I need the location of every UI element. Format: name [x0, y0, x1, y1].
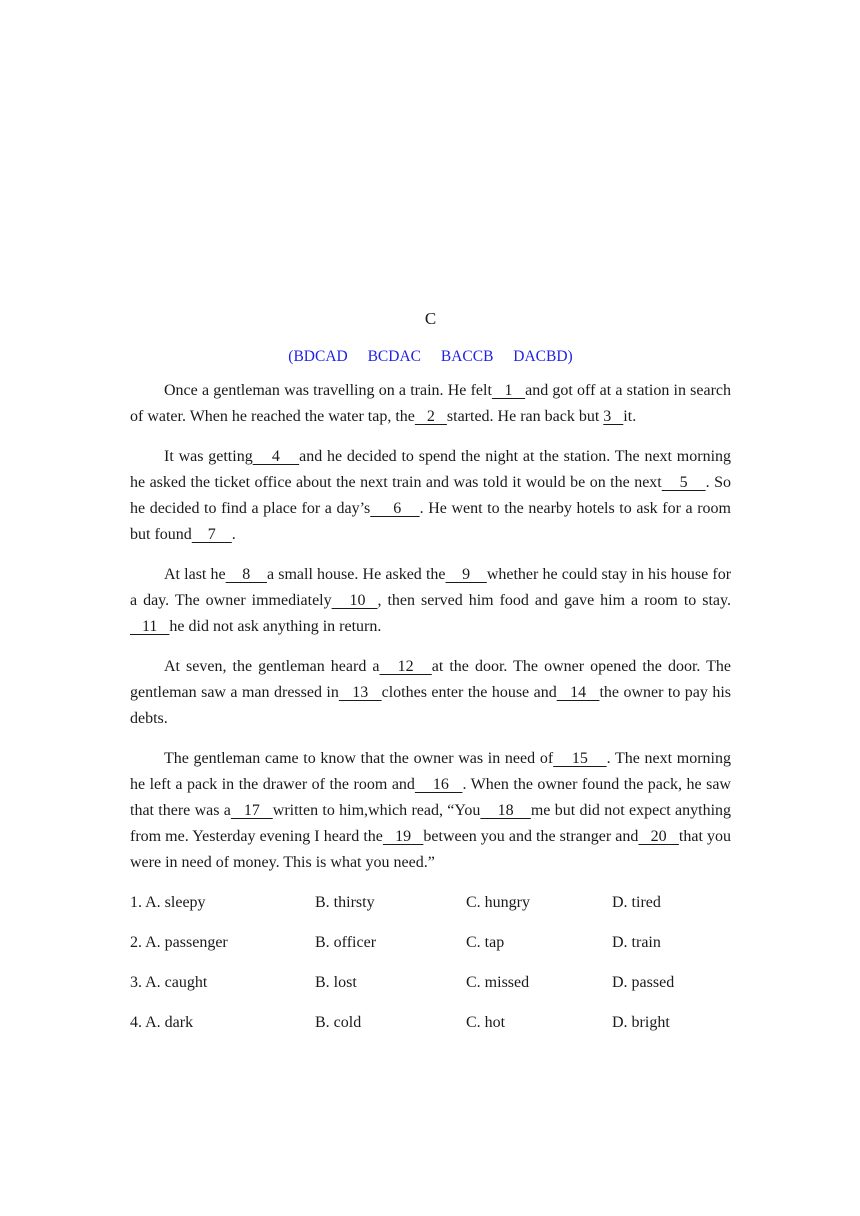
cloze-blank: 5	[661, 474, 706, 491]
option: D. passed	[612, 974, 675, 991]
passage-text: and he decided to spend the night at the station. The next morning he asked the ticket office about the next train and was told it would be on the next	[130, 448, 732, 491]
option: 1. A. sleepy	[130, 894, 206, 911]
option: D. bright	[612, 1014, 670, 1031]
cloze-blank: 7	[191, 526, 232, 543]
cloze-blank: 6	[370, 500, 420, 517]
passage-text: . When the owner found the pack, he saw that there was a	[130, 776, 731, 819]
passage-text: The gentleman came to know that the owner was in need of	[164, 750, 554, 767]
cloze-blank: 12	[379, 658, 432, 675]
passage-text: . So he decided to find a place for a day’s	[130, 474, 731, 517]
cloze-blank: 14	[556, 684, 600, 701]
option: D. train	[612, 934, 661, 951]
passage-text: written to him,which read, “You	[272, 802, 481, 819]
answer-group: (BDCAD	[288, 348, 348, 365]
passage-text: It was getting	[164, 448, 253, 465]
passage-text: that you were in need of money. This is what you need.”	[130, 828, 731, 871]
cloze-blank: 4	[252, 448, 300, 465]
passage-text: Once a gentleman was travelling on a train. He felt	[164, 382, 492, 399]
passage-text: . The next morning he left a pack in the drawer of the room and	[130, 750, 731, 793]
question-row	[130, 930, 731, 970]
cloze-blank: 11	[130, 618, 170, 635]
passage-text: he did not ask anything in return.	[169, 618, 382, 635]
cloze-blank: 15	[553, 750, 607, 767]
option: C. missed	[466, 974, 530, 991]
passage-text: at the door. The owner opened the door. The gentleman saw a man dressed in	[130, 658, 732, 701]
passage-text: At last he	[164, 566, 226, 583]
passage-paragraph	[130, 444, 731, 548]
passage-text: started. He ran back but	[446, 408, 604, 425]
passage-text: the owner to pay his debts.	[130, 684, 732, 727]
passage-text: and got off at a station in search of water. When he reached the water tap, the	[130, 382, 732, 425]
question-row	[130, 890, 731, 930]
cloze-blank: 20	[638, 828, 679, 845]
option: C. hot	[466, 1014, 506, 1031]
question-row	[130, 970, 731, 1010]
cloze-blank: 16	[414, 776, 463, 793]
question-row	[130, 1010, 731, 1050]
cloze-blank: 9	[445, 566, 487, 583]
option: B. cold	[315, 1014, 362, 1031]
passage-paragraph	[130, 562, 731, 640]
question-options	[130, 890, 731, 1050]
cloze-blank: 13	[338, 684, 382, 701]
section-title: C	[424, 309, 437, 328]
cloze-blank: 10	[331, 592, 378, 609]
cloze-blank: 1	[491, 382, 526, 399]
answer-key	[130, 344, 731, 370]
option: C. tap	[466, 934, 505, 951]
document-page	[130, 306, 731, 1050]
passage-text: a small house. He asked the	[266, 566, 446, 583]
cloze-blank: 17	[230, 802, 273, 819]
option: C. hungry	[466, 894, 530, 911]
answer-group: DACBD)	[513, 348, 573, 365]
answer-group: BCDAC	[367, 348, 421, 365]
passage-paragraph	[130, 654, 731, 732]
cloze-blank: 19	[382, 828, 424, 845]
passage	[130, 378, 731, 876]
cloze-blank: 8	[225, 566, 267, 583]
option: D. tired	[612, 894, 661, 911]
passage-text: clothes enter the house and	[381, 684, 557, 701]
option: B. lost	[315, 974, 357, 991]
passage-text: between you and the stranger and	[423, 828, 639, 845]
option: 4. A. dark	[130, 1014, 194, 1031]
passage-text: At seven, the gentleman heard a	[164, 658, 380, 675]
passage-text: it.	[623, 408, 637, 425]
passage-text: whether he could stay in his house for a day. The owner immediately	[130, 566, 732, 609]
cloze-blank: 2	[414, 408, 447, 425]
cloze-blank: 3	[603, 408, 624, 425]
passage-text: .	[231, 526, 236, 543]
option: 3. A. caught	[130, 974, 208, 991]
option: B. officer	[315, 934, 377, 951]
passage-paragraph	[130, 378, 731, 430]
option: 2. A. passenger	[130, 934, 228, 951]
answer-group: BACCB	[440, 348, 494, 365]
passage-text: , then served him food and gave him a room to stay.	[377, 592, 731, 609]
cloze-blank: 18	[480, 802, 531, 819]
passage-text: . He went to the nearby hotels to ask for a room but found	[130, 500, 732, 543]
passage-paragraph	[130, 746, 731, 876]
option: B. thirsty	[315, 894, 375, 911]
passage-text: me but did not expect anything from me. Yesterday evening I heard the	[130, 802, 732, 845]
